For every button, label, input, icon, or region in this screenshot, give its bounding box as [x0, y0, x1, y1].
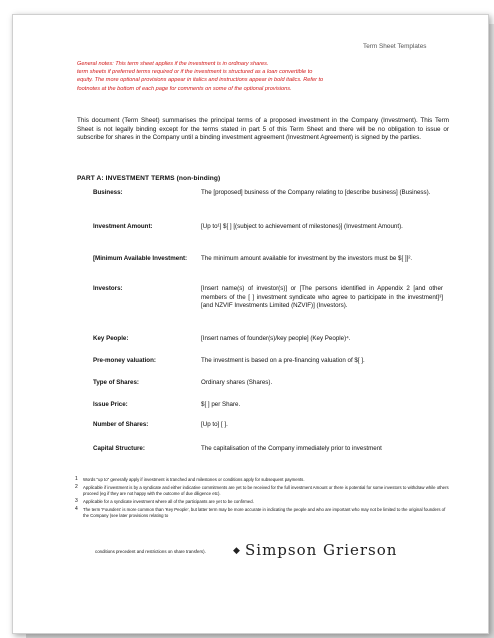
term-label: Pre-money valuation:: [93, 357, 156, 364]
intro-paragraph: This document (Term Sheet) summarises the principal terms of a proposed investment in the Company (Investment). This Term Sheet is not legally binding except for the terms stated in part 5 of this Term Sheet and there will be no obligation to issue or subscribe for shares in the Company until a binding investment agreement (Investment Agreement) is signed by the parties.: [77, 117, 449, 142]
term-value: [Insert name(s) of investor(s)] or [The persons identified in Appendix 2 [and other members of the [ ] investment syndicate who agree to participate in the investment]³] [and NZVIF Investments Limited (NZVIF)] (Investors).: [201, 285, 443, 310]
term-label: Key People:: [93, 335, 129, 342]
term-label: [Minimum Available Investment:: [93, 255, 188, 262]
firm-logo-text: Simpson Grierson: [245, 541, 398, 559]
term-label: Investment Amount:: [93, 223, 153, 230]
term-label: Investors:: [93, 285, 123, 292]
term-value: The capitalisation of the Company immediately prior to investment: [201, 445, 382, 452]
term-value: The minimum amount available for investment by the investors must be $[ ]]².: [201, 255, 413, 262]
term-value: [Up to¹] $[ ] [(subject to achievement of milestones)] (Investment Amount).: [201, 223, 403, 230]
footnote: [75, 485, 450, 497]
term-label: Business:: [93, 189, 123, 196]
logo-mark-icon: ◆: [233, 545, 240, 555]
footnote-text: The term 'Founders' is more common than 'Key People', but latter term may be more accurate in indicating the people and who are important who may not be limited to the original founders of the Company (see later provisions relating to: [83, 507, 446, 518]
document-page: [12, 14, 489, 634]
term-value: [Up to] [ ].: [201, 421, 228, 428]
footnote-text: Applicable if investment is by a syndicate and either indicative commitments are yet to be received for the full investment Amount or there is potential for some investors to withdraw while others proceed (eg if they are not happy with the outcome of due diligence etc).: [83, 485, 449, 496]
general-note-line: footnotes at the bottom of each page for comments on some of the optional provisions.: [77, 85, 292, 92]
term-value: The [proposed] business of the Company relating to [describe business] (Business).: [201, 189, 431, 196]
footnote-text: Applicable for a syndicate investment where all of the participants are yet to be confirmed.: [83, 499, 254, 504]
general-notes: [77, 60, 449, 93]
term-value: The investment is based on a pre-financing valuation of $[ ].: [201, 357, 365, 364]
footnote-number: 1: [75, 476, 78, 482]
term-label: Type of Shares:: [93, 379, 139, 386]
footnote: [75, 507, 450, 519]
general-note-line: equity. The more optional provisions appear in italics and instructions appear in bold italics. Refer to: [77, 77, 324, 84]
term-label: Issue Price:: [93, 401, 128, 408]
footnote-text: Words "up to" generally apply if investment is tranched and milestones or conditions apply for subsequent payments.: [83, 477, 305, 482]
footnotes: [75, 477, 450, 521]
template-label: Term Sheet Templates: [363, 43, 427, 50]
term-label: Number of Shares:: [93, 421, 149, 428]
general-note-line: term sheets if preferred terms required or if the investment is structured as a loan convertible to: [77, 69, 313, 76]
footnote-continuation: conditions precedent and restrictions on share transfers).: [95, 549, 206, 554]
term-value: Ordinary shares (Shares).: [201, 379, 273, 386]
footnote: [75, 499, 450, 505]
footnote-number: 4: [75, 506, 78, 512]
general-note-line: General notes: This term sheet applies if the investment is in ordinary shares.: [77, 61, 269, 67]
part-a-heading: PART A: INVESTMENT TERMS (non-binding): [77, 175, 221, 182]
term-value: $[ ] per Share.: [201, 401, 241, 408]
footnote-number: 2: [75, 484, 78, 490]
footnote-number: 3: [75, 498, 78, 504]
footnote: [75, 477, 450, 483]
term-label: Capital Structure:: [93, 445, 145, 452]
term-value: [Insert names of founder(s)/key people] (Key People)⁴.: [201, 335, 351, 342]
